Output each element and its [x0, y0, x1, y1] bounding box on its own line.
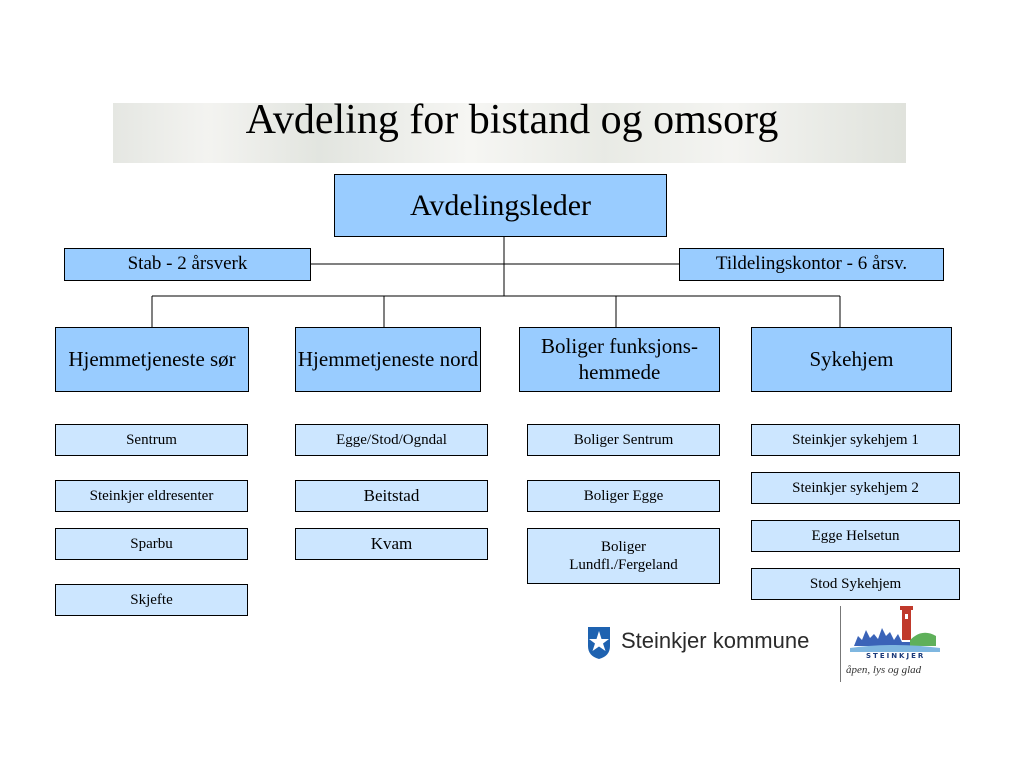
unit-box [55, 528, 248, 560]
unit-box [295, 480, 488, 512]
unit-label: Steinkjer eldresenter [89, 488, 214, 504]
allocation-office-box [679, 248, 944, 281]
department-box-hjemmetjeneste-nord [295, 327, 481, 392]
unit-label: Steinkjer sykehjem 2 [792, 480, 919, 496]
department-box-hjemmetjeneste-sor [55, 327, 249, 392]
department-label: Hjemmetjeneste sør [68, 346, 236, 371]
kommune-name: Steinkjer kommune [621, 628, 810, 653]
unit-label: Boliger Sentrum [573, 432, 674, 448]
unit-box [55, 480, 248, 512]
town-skyline-icon [850, 606, 940, 652]
allocation-office-label: Tildelingskontor - 6 årsv. [715, 253, 908, 275]
unit-label: Steinkjer sykehjem 1 [792, 432, 919, 448]
staff-label: Stab - 2 årsverk [127, 253, 248, 275]
unit-box [55, 584, 248, 616]
department-box-boliger [519, 327, 720, 392]
unit-box [751, 568, 960, 600]
department-label: Boliger funksjons-hemmede [541, 334, 698, 384]
unit-label: Egge/Stod/Ogndal [336, 432, 447, 448]
unit-box [751, 472, 960, 504]
unit-label: Kvam [370, 533, 413, 553]
unit-label: Boliger Lundfl./Fergeland [569, 539, 678, 573]
unit-label: Skjefte [130, 592, 173, 608]
unit-label: Egge Helsetun [811, 528, 900, 544]
unit-label: Boliger Egge [583, 488, 664, 504]
unit-box [751, 424, 960, 456]
unit-box [55, 424, 248, 456]
town-slogan: åpen, lys og glad [846, 664, 922, 676]
unit-box [295, 528, 488, 560]
unit-box [751, 520, 960, 552]
unit-label: Beitstad [363, 485, 420, 505]
staff-box [64, 248, 311, 281]
department-label: Hjemmetjeneste nord [297, 346, 479, 371]
kommune-shield-icon [587, 626, 611, 660]
unit-label: Sparbu [130, 536, 173, 552]
town-wordmark: STEINKJER [866, 652, 926, 660]
head-label: Avdelingsleder [409, 188, 592, 222]
unit-box [527, 424, 720, 456]
unit-box [295, 424, 488, 456]
unit-box [527, 528, 720, 584]
page-title: Avdeling for bistand og omsorg [245, 97, 779, 143]
unit-label: Sentrum [126, 432, 177, 448]
unit-label: Stod Sykehjem [809, 576, 902, 592]
department-label: Sykehjem [809, 346, 894, 371]
department-box-sykehjem [751, 327, 952, 392]
logo-divider [840, 606, 841, 682]
unit-box [527, 480, 720, 512]
head-box [334, 174, 667, 237]
